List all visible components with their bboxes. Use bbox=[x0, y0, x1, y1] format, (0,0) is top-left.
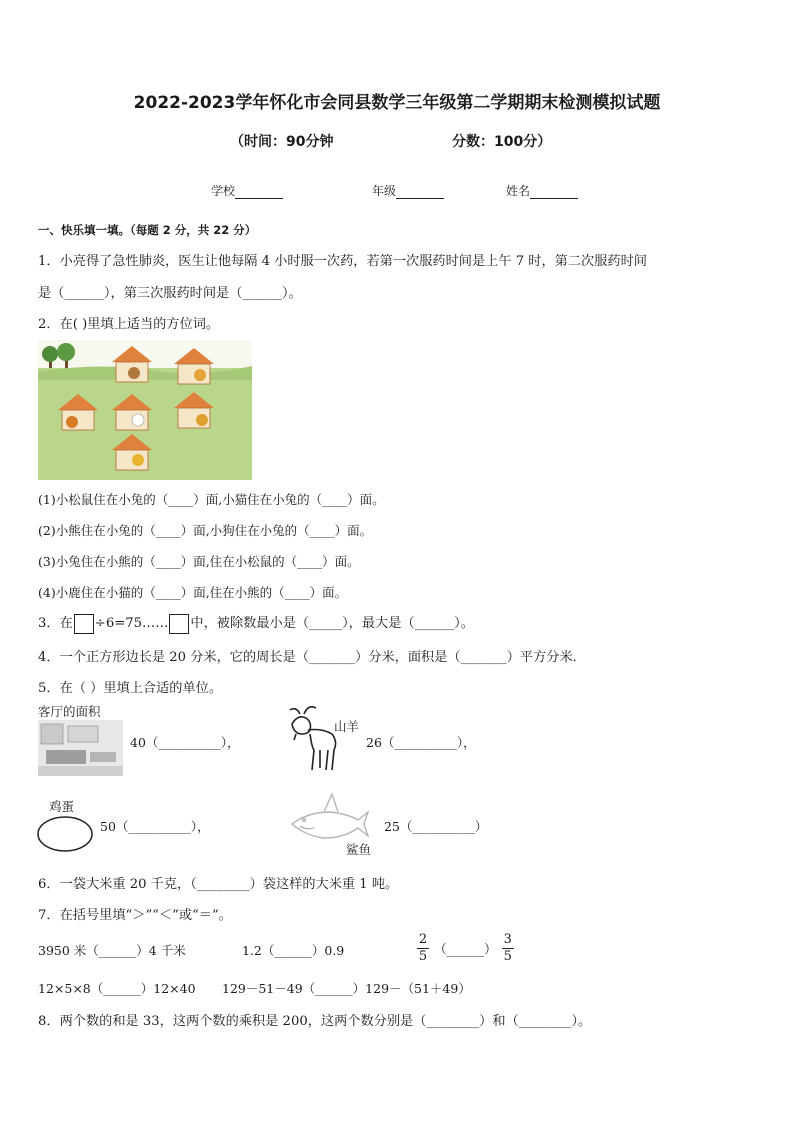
name-field bbox=[506, 182, 578, 199]
egg-value: 50（__________）， bbox=[100, 819, 210, 834]
q2-item-4: (4)小鹿住在小猫的（____）面,住在小熊的（____）面。 bbox=[38, 585, 348, 600]
fraction-compare-blank: （______） bbox=[434, 941, 497, 957]
shark-label: 鲨鱼 bbox=[346, 842, 372, 857]
q1-line2: 是（______），第三次服药时间是（______）。 bbox=[38, 286, 302, 301]
name-blank[interactable] bbox=[530, 186, 578, 199]
school-field bbox=[211, 182, 283, 199]
q7-compare-fraction bbox=[417, 932, 514, 965]
dividend-box[interactable] bbox=[74, 614, 94, 634]
fraction-denominator: 5 bbox=[418, 949, 428, 964]
animal-houses-image bbox=[38, 340, 252, 480]
q5-prompt: 5．在（ ）里填上合适的单位。 bbox=[38, 681, 223, 696]
q4-line: 4．一个正方形边长是 20 分米，它的周长是（_______）分米，面积是（_______）平方分米． bbox=[38, 650, 586, 665]
q3-line bbox=[38, 612, 474, 634]
fraction-numerator: 2 bbox=[418, 932, 428, 947]
goat-label: 山羊 bbox=[334, 719, 360, 734]
q3-prefix: 3．在 bbox=[38, 616, 73, 631]
fraction-three-fifths bbox=[502, 932, 514, 965]
grade-blank[interactable] bbox=[396, 186, 444, 199]
q2-item-3: (3)小兔住在小熊的（____）面,住在小松鼠的（____）面。 bbox=[38, 554, 360, 569]
exam-time: （时间：90分钟 bbox=[230, 134, 334, 150]
q6-line: 6．一袋大米重 20 千克，（________）袋这样的大米重 1 吨。 bbox=[38, 877, 399, 892]
egg-image bbox=[36, 815, 94, 853]
q2-item-2: (2)小熊住在小兔的（____）面,小狗住在小兔的（____）面。 bbox=[38, 523, 373, 538]
fraction-two-fifths bbox=[417, 932, 429, 965]
q7-compare-decimal: 1.2（______）0.9 bbox=[242, 943, 345, 958]
exam-title: 2022-2023学年怀化市会同县数学三年级第二学期期末检测模拟试题 bbox=[133, 93, 661, 113]
section-heading: 一、快乐填一填。（每题 2 分，共 22 分） bbox=[38, 223, 257, 237]
living-room-value: 40（__________）， bbox=[130, 735, 240, 750]
q2-item-1: (1)小松鼠住在小兔的（____）面,小猫住在小兔的（____）面。 bbox=[38, 492, 385, 507]
q3-suffix: 中，被除数最小是（_____），最大是（______）。 bbox=[190, 616, 474, 631]
q3-mid: ÷6=75…… bbox=[94, 616, 169, 631]
q2-prompt: 2．在( )里填上适当的方位词。 bbox=[38, 317, 220, 332]
q7-prompt: 7．在括号里填“＞”“＜”或“＝”。 bbox=[38, 908, 232, 923]
shark-value: 25（__________） bbox=[384, 819, 488, 834]
grade-field bbox=[372, 182, 444, 199]
egg-label: 鸡蛋 bbox=[49, 799, 75, 814]
q7-compare-length: 3950 米（______）4 千米 bbox=[38, 943, 186, 958]
goat-value: 26（__________）， bbox=[366, 735, 476, 750]
exam-score: 分数：100分） bbox=[452, 134, 552, 150]
q7-compare-subtraction: 129－51－49（______）129－（51＋49） bbox=[222, 981, 471, 996]
q1-line1: 1．小亮得了急性肺炎，医生让他每隔 4 小时服一次药，若第一次服药时间是上午 7 时，第二次服药时间 bbox=[38, 254, 647, 269]
q8-line: 8．两个数的和是 33，这两个数的乘积是 200，这两个数分别是（________）和（________）。 bbox=[38, 1014, 592, 1029]
grade-label: 年级 bbox=[372, 184, 397, 198]
goat-image bbox=[282, 704, 342, 776]
living-room-label: 客厅的面积 bbox=[38, 704, 101, 719]
fraction-denominator: 5 bbox=[503, 949, 512, 964]
name-label: 姓名 bbox=[506, 184, 531, 198]
q7-compare-product: 12×5×8（______）12×40 bbox=[38, 981, 196, 996]
remainder-box[interactable] bbox=[169, 614, 189, 634]
school-label: 学校 bbox=[211, 184, 236, 198]
fraction-numerator: 3 bbox=[503, 932, 512, 947]
living-room-image bbox=[38, 720, 123, 776]
school-blank[interactable] bbox=[235, 186, 283, 199]
